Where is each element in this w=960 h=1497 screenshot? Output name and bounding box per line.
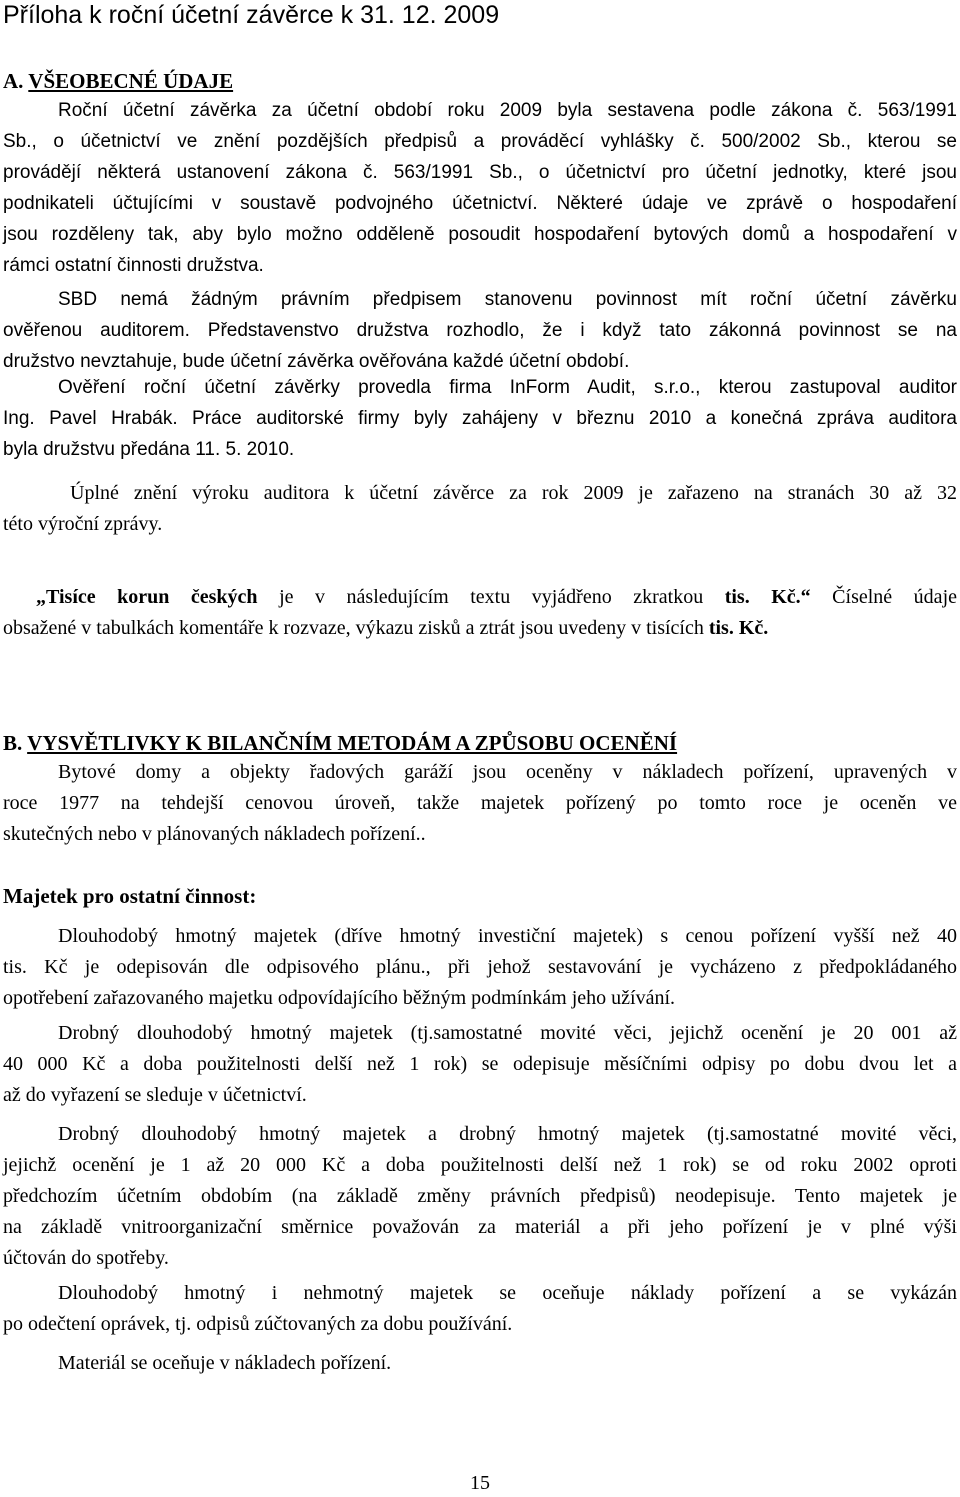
- text-line: rámci ostatní činnosti družstva.: [3, 255, 264, 276]
- text-line: Materiál se oceňuje v nákladech pořízení.: [58, 1352, 392, 1374]
- text-line: účtován do spotřeby.: [3, 1247, 169, 1269]
- section-b-paragraph-3: [3, 1018, 957, 1111]
- text-line: skutečných nebo v plánovaných nákladech pořízení..: [3, 823, 426, 845]
- section-a-paragraph-2: [3, 284, 957, 377]
- text-run: Číselné údaje: [810, 586, 957, 608]
- text-line: [3, 582, 957, 613]
- text-line: Úplné znění výroku auditora k účetní závěrce za rok 2009 je zařazeno na stranách 30 až 32: [70, 482, 957, 504]
- bold-term: „Tisíce korun českých: [36, 586, 258, 608]
- text-line: byla družstvu předána 11. 5. 2010.: [3, 439, 295, 460]
- section-b-paragraph-4: [3, 1119, 957, 1274]
- section-b-paragraph-6: [3, 1348, 957, 1379]
- section-b-paragraph-1: [3, 757, 957, 850]
- text-line: Roční účetní závěrka za účetní období roku 2009 byla sestavena podle zákona č. 563/1991: [58, 100, 957, 121]
- text-line: podnikateli účtujícími v soustavě podvojného účetnictví. Některé údaje ve zprávě o hospodaření: [3, 193, 957, 214]
- text-line: tis. Kč je odepisován dle odpisového plánu., při jehož sestavování je vycházeno z předpokládaného: [3, 956, 957, 978]
- text-line: jejichž ocenění je 1 až 20 000 Kč a doba použitelnosti delší než 1 rok) se od roku 2002 oproti: [3, 1154, 957, 1176]
- section-b-paragraph-2: [3, 921, 957, 1014]
- text-line: 40 000 Kč a doba použitelnosti delší než 1 rok) se odepisuje měsíčními odpisy po dobu dvou let a: [3, 1053, 957, 1075]
- text-line: družstvo nevztahuje, bude účetní závěrka ověřována každé účetní období.: [3, 351, 630, 372]
- section-a-paragraph-3: [3, 372, 957, 465]
- text-line: Ing. Pavel Hrabák. Práce auditorské firmy byly zahájeny v březnu 2010 a konečná zpráva auditora: [3, 408, 957, 429]
- text-line: ověřenou auditorem. Představenstvo družstva rozhodlo, že i když tato zákonná povinnost se na: [3, 320, 957, 341]
- text-line: Ověření roční účetní závěrky provedla firma InForm Audit, s.r.o., kterou zastupoval auditor: [58, 377, 957, 398]
- text-run: obsažené v tabulkách komentáře k rozvaze, výkazu zisků a ztrát jsou uvedeny v tisících: [3, 617, 709, 639]
- text-run: je v následujícím textu vyjádřeno zkratkou: [257, 586, 725, 608]
- text-line: Drobný dlouhodobý hmotný majetek (tj.samostatné movité věci, jejichž ocenění je 20 001 až: [58, 1022, 957, 1044]
- text-line: předchozím účetním obdobím (na základě změny právních předpisů) neodepisuje. Tento majetek je: [3, 1185, 957, 1207]
- section-a-paragraph-1: [3, 95, 957, 281]
- section-a-paragraph-5: [3, 582, 957, 644]
- text-line: této výroční zprávy.: [3, 513, 163, 535]
- text-line: jsou rozděleny tak, aby bylo možno odděleně posoudit hospodaření bytových domů a hospodaření v: [3, 224, 957, 245]
- subheading-other-activity: Majetek pro ostatní činnost:: [3, 884, 257, 908]
- document-title: Příloha k roční účetní závěrce k 31. 12. 2009: [3, 1, 500, 29]
- section-a-paragraph-4: [3, 478, 957, 540]
- section-a-heading: [3, 67, 233, 95]
- page-number: 15: [470, 1472, 490, 1494]
- text-line: Drobný dlouhodobý hmotný majetek a drobný hmotný majetek (tj.samostatné movité věci,: [58, 1123, 957, 1145]
- text-line: provádějí některá ustanovení zákona č. 563/1991 Sb., o účetnictví pro účetní jednotky, které jsou: [3, 162, 957, 183]
- text-line: Dlouhodobý hmotný i nehmotný majetek se oceňuje náklady pořízení a se vykázán: [58, 1282, 957, 1304]
- section-a-letter: A.: [3, 69, 24, 93]
- section-a-title: VŠEOBECNÉ ÚDAJE: [28, 69, 234, 93]
- text-line: Bytové domy a objekty řadových garáží jsou oceněny v nákladech pořízení, upravených v: [58, 761, 957, 783]
- section-b-letter: B.: [3, 731, 23, 755]
- section-b-heading: [3, 729, 677, 757]
- text-line: Sb., o účetnictví ve znění pozdějších předpisů a prováděcí vyhlášky č. 500/2002 Sb., kterou se: [3, 131, 957, 152]
- text-line: SBD nemá žádným právním předpisem stanovenu povinnost mít roční účetní závěrku: [58, 289, 957, 310]
- text-line: po odečtení oprávek, tj. odpisů zúčtovaných za dobu používání.: [3, 1313, 513, 1335]
- text-line: až do vyřazení se sleduje v účetnictví.: [3, 1084, 307, 1106]
- text-line: roce 1977 na tehdejší cenovou úroveň, takže majetek pořízený po tomto roce je oceněn ve: [3, 792, 957, 814]
- section-b-title: VYSVĚTLIVKY K BILANČNÍM METODÁM A ZPŮSOBU OCENĚNÍ: [27, 731, 678, 755]
- bold-term: tis. Kč.“: [724, 586, 811, 608]
- text-line: [3, 613, 957, 644]
- text-line: Dlouhodobý hmotný majetek (dříve hmotný investiční majetek) s cenou pořízení vyšší než 40: [58, 925, 957, 947]
- section-b-paragraph-5: [3, 1278, 957, 1340]
- text-line: opotřebení zařazovaného majetku odpovídajícího běžným podmínkám jeho užívání.: [3, 987, 676, 1009]
- bold-term: tis. Kč.: [708, 617, 769, 639]
- text-line: na základě vnitroorganizační směrnice považován za materiál a při jeho pořízení je v plné výši: [3, 1216, 957, 1238]
